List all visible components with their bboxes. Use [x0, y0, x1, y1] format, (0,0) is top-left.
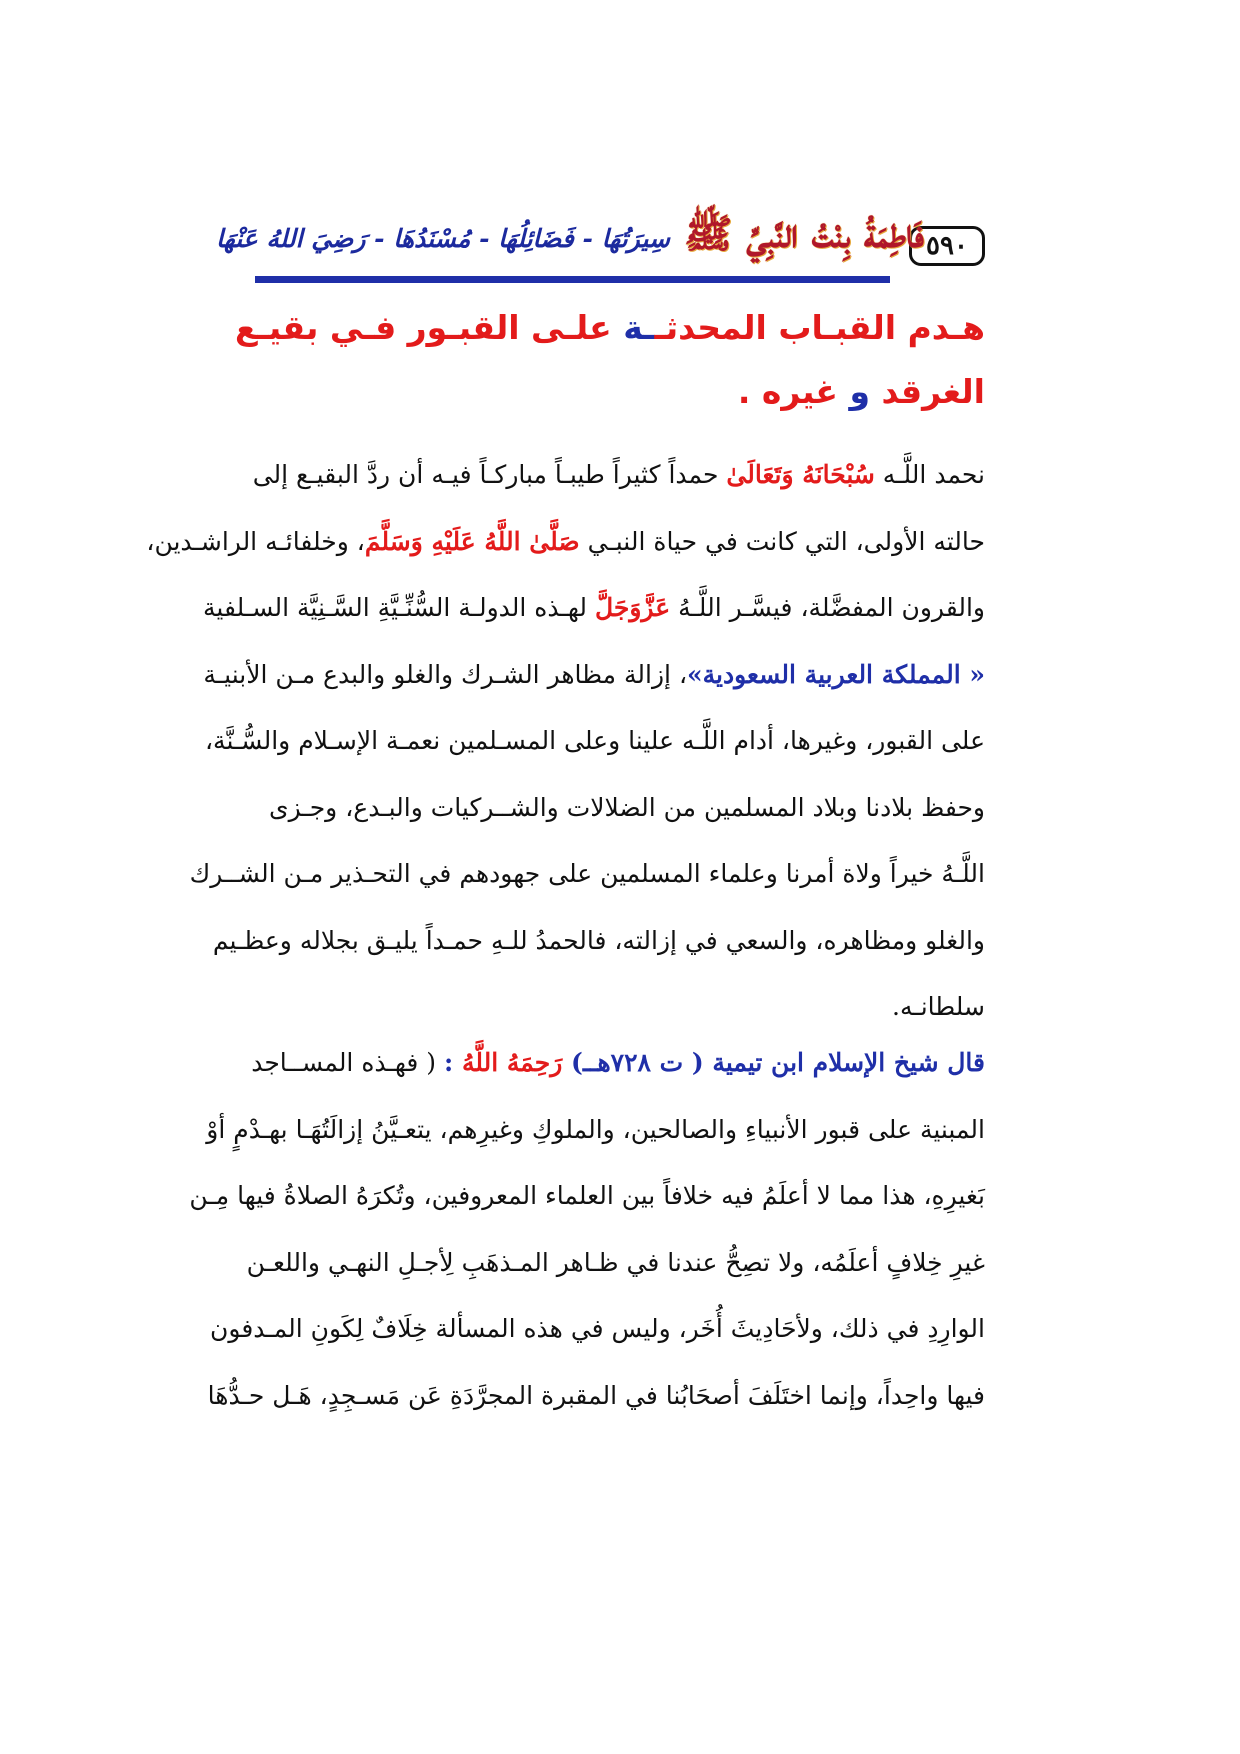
- text-line: نحمد اللَّـه سُبْحَانَهُ وَتَعَالَىٰ حمداً كثيراً طيبـاً مباركـاً فيـه أن ردَّ البقيـع إلى: [252, 460, 985, 489]
- honorific: صَلَّىٰ اللَّهُ عَلَيْهِ وَسَلَّمَ: [364, 526, 580, 556]
- text-line: على القبور، وغيرها، أدام اللَّـه علينا وعلى المسـلمين نعمـة الإسـلام والسُّـنَّة،: [204, 726, 985, 755]
- paragraph-praise: [146, 442, 985, 1041]
- book-subtitle: سِيرَتُهَا - فَضَائِلُهَا - مُسْنَدُهَا - رَضِيَ اللهُ عَنْهَا: [216, 223, 670, 253]
- header-divider: [255, 276, 890, 283]
- honorific: عَزَّوَجَلَّ: [594, 593, 671, 622]
- heading-text: علـى القبـور فـي بقيـع: [234, 308, 624, 347]
- text-line: قال شيخ الإسلام ابن تيمية ( ت ٧٢٨هــ) رَحِمَهُ اللَّهُ : ( فهـذه المســاجد: [251, 1048, 985, 1077]
- book-title-banner: [216, 206, 924, 270]
- honorific: رَحِمَهُ اللَّهُ: [461, 1048, 563, 1077]
- text-line: والغلو ومظاهره، والسعي في إزالته، فالحمدُ للـهِ حمـداً يليـق بجلاله وعظـيم: [212, 925, 985, 955]
- text-line: والقرون المفضَّلة، فيسَّـر اللَّـهُ عَزَّوَجَلَّ لهـذه الدولـة السُّنِّـيَّةِ السَّـنِيَّة السـلفية: [203, 593, 985, 622]
- quote-attribution: قال شيخ الإسلام ابن تيمية ( ت ٧٢٨هــ): [562, 1048, 985, 1077]
- text-line: الوارِدِ في ذلك، ولأحَادِيثَ أُخَر، وليس في هذه المسألة خِلَافٌ لِكَونِ المـدفون: [210, 1314, 985, 1343]
- country-name: « المملكة العربية السعودية»: [687, 659, 985, 689]
- text-line: بَغيرِهِ، هذا مما لا أعلَمُ فيه خلافاً بين العلماء المعروفين، وتُكرَهُ الصلاةُ فيها مِـن: [189, 1181, 985, 1210]
- text-line: سلطانـه.: [892, 992, 985, 1021]
- page-number-badge: ٥٩٠: [909, 226, 985, 266]
- section-heading-line-1: [234, 308, 985, 347]
- page-header: [216, 206, 985, 274]
- text-line: فيها واحِداً، وإنما اختَلَفَ أصحَابُنا في المقبرة المجرَّدَةِ عَن مَسـجِدٍ، هَـل حـدُّهَا: [207, 1380, 985, 1410]
- text-line: اللَّـهُ خيراً ولاة أمرنا وعلماء المسلمين على جهودهم في التحـذير مـن الشــرك: [189, 859, 985, 888]
- heading-text: هـدم القبـاب المحدثـ: [654, 308, 985, 347]
- paragraph-quote: [189, 1030, 985, 1429]
- heading-text: الغرقد: [869, 372, 985, 411]
- text-line: المبنية على قبور الأنبياءِ والصالحين، والملوكِ وغيرِهم، يتعـيَّنُ إزالَتُهَـا بهـدْمٍ أوْ: [206, 1114, 985, 1144]
- heading-text-blue: ـة: [623, 308, 655, 347]
- text-line: « المملكة العربية السعودية»، إزالة مظاهر الشـرك والغلو والبدع مـن الأبنيـة: [203, 659, 985, 689]
- honorific: سُبْحَانَهُ وَتَعَالَىٰ: [726, 460, 875, 489]
- book-title: فَاطِمَةُ بِنْتُ النَّبِيِّ ﷺ: [683, 210, 924, 257]
- text-line: حالته الأولى، التي كانت في حياة النبـي صَلَّىٰ اللَّهُ عَلَيْهِ وَسَلَّمَ، وخلفائـه الراشـدين،: [146, 526, 985, 556]
- text-line: غيرِ خِلافٍ أعلَمُه، ولا تصِحُّ عندنا في ظـاهر المـذهَبِ لِأجـلِ النهـي واللعـن: [246, 1247, 985, 1277]
- section-heading-line-2: [250, 372, 985, 411]
- text-line: وحفظ بلادنا وبلاد المسلمين من الضلالات والشــركيات والبـدع، وجـزى: [269, 792, 985, 822]
- heading-text-blue: و: [849, 372, 870, 411]
- heading-text: غيره .: [737, 372, 850, 411]
